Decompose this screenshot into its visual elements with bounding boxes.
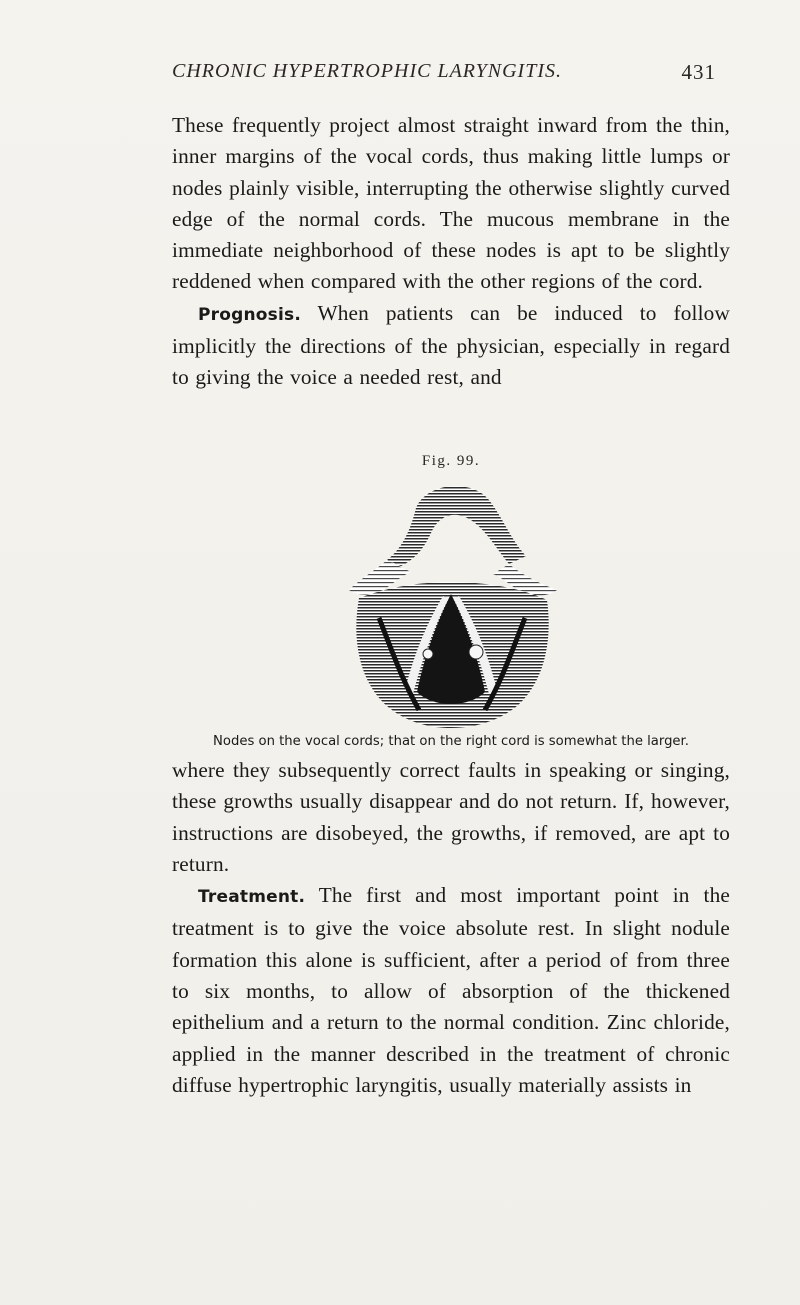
prognosis-text: When patients can be induced to follow implicitly the directions of the physician, especially in regard to giving the voice a needed rest, and — [172, 300, 730, 390]
prognosis-heading: Prognosis. — [198, 304, 301, 325]
running-head-title: CHRONIC HYPERTROPHIC LARYNGITIS. — [172, 60, 562, 82]
running-head — [172, 60, 732, 92]
treatment-text: The first and most important point in the treatment is to give the voice absolute rest. In slight nodule formation this alone is sufficient, after a period of from three to six months, to allow of absorption of the thickened epithelium and a return to the normal condition. Zinc chloride, applied in the manner described in the treatment of chronic diffuse hypertrophic laryngitis, usually materially assists in — [172, 883, 730, 1097]
paragraph-prognosis — [172, 298, 730, 394]
body-text-bottom — [172, 755, 730, 1101]
epiglottis — [387, 486, 526, 566]
vocal-cords-illustration — [321, 478, 581, 728]
paragraph-continuation: where they subsequently correct faults in speaking or singing, these growths usually disappear and do not return. If, however, instructions are disobeyed, the growths, if removed, are apt to return. — [172, 758, 730, 876]
treatment-heading: Treatment. — [198, 887, 306, 908]
figure-99 — [172, 453, 730, 728]
paragraph-nodes-description: These frequently project almost straight inward from the thin, inner margins of the vocal cords, thus making little lumps or nodes plainly visible, interrupting the otherwise slightly curved edge of the normal cords. The mucous membrane in the immediate neighborhood of these nodes is apt to be slightly reddened when compared with the other regions of the cord. — [172, 113, 730, 294]
page-number: 431 — [681, 60, 716, 84]
left-node — [423, 649, 433, 659]
figure-label: Fig. 99. — [421, 453, 481, 469]
paragraph-treatment — [172, 880, 730, 1101]
figure-caption: Nodes on the vocal cords; that on the right cord is somewhat the larger. — [213, 734, 689, 749]
right-node — [469, 645, 483, 659]
body-text-top — [172, 110, 730, 394]
